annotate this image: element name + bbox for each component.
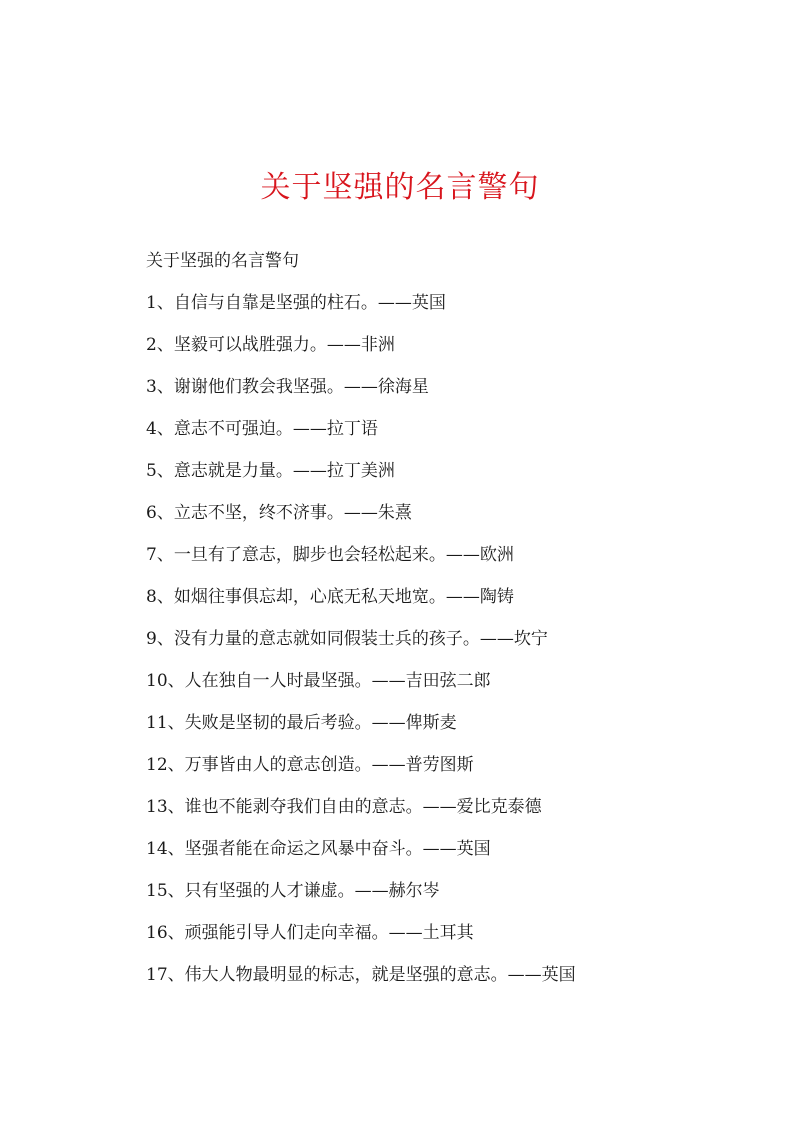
quote-item: 5、意志就是力量。——拉丁美洲 bbox=[146, 461, 395, 481]
quote-item: 15、只有坚强的人才谦虚。——赫尔岑 bbox=[146, 881, 440, 901]
quote-item: 12、万事皆由人的意志创造。——普劳图斯 bbox=[146, 755, 474, 775]
quote-item: 10、人在独自一人时最坚强。——吉田弦二郎 bbox=[146, 671, 491, 691]
quote-item: 13、谁也不能剥夺我们自由的意志。——爱比克泰德 bbox=[146, 797, 542, 817]
quote-item: 16、顽强能引导人们走向幸福。——土耳其 bbox=[146, 923, 474, 943]
quote-item: 4、意志不可强迫。——拉丁语 bbox=[146, 419, 378, 439]
quote-item: 7、一旦有了意志，脚步也会轻松起来。——欧洲 bbox=[146, 545, 514, 565]
quote-item: 3、谢谢他们教会我坚强。——徐海星 bbox=[146, 377, 429, 397]
quote-item: 1、自信与自靠是坚强的柱石。——英国 bbox=[146, 293, 446, 313]
quote-item: 6、立志不坚，终不济事。——朱熹 bbox=[146, 503, 412, 523]
document-body bbox=[146, 240, 766, 996]
page-title: 关于坚强的名言警句 bbox=[260, 170, 540, 205]
quote-item: 8、如烟往事俱忘却，心底无私天地宽。——陶铸 bbox=[146, 587, 514, 607]
quote-item: 11、失败是坚韧的最后考验。——俾斯麦 bbox=[146, 713, 457, 733]
subtitle: 关于坚强的名言警句 bbox=[146, 251, 299, 271]
quote-item: 2、坚毅可以战胜强力。——非洲 bbox=[146, 335, 395, 355]
quote-item: 14、坚强者能在命运之风暴中奋斗。——英国 bbox=[146, 839, 491, 859]
quote-item: 9、没有力量的意志就如同假装士兵的孩子。——坎宁 bbox=[146, 629, 548, 649]
quote-item: 17、伟大人物最明显的标志，就是坚强的意志。——英国 bbox=[146, 965, 576, 985]
